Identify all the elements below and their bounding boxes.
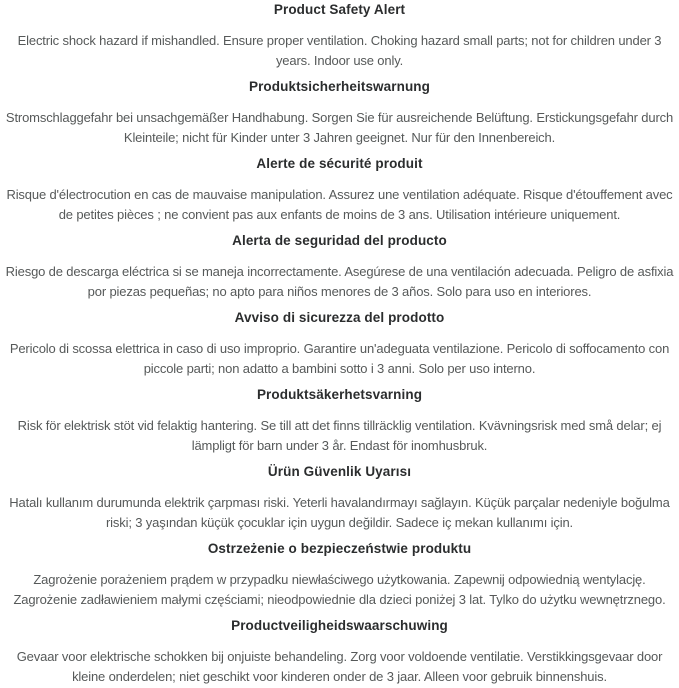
section-heading-french: Alerte de sécurité produit [256,156,423,171]
section-heading-turkish: Ürün Güvenlik Uyarısı [267,464,412,479]
section-heading-swedish: Produktsäkerhetsvarning [256,387,423,402]
safety-section-polish [5,539,674,610]
safety-section-dutch [5,616,674,687]
section-heading-english: Product Safety Alert [273,2,406,17]
section-body-french: Risque d'électrocution en cas de mauvaise manipulation. Assurez une ventilation adéquate. Risque d'étouffement avec de petites pièces ; ne convient pas aux enfants de moins de 3 ans. Utilisation intérieure uniquement. [6,187,673,222]
section-heading-spanish: Alerta de seguridad del producto [232,233,447,248]
safety-section-italian [5,308,674,379]
safety-section-french [5,154,674,225]
section-body-dutch: Gevaar voor elektrische schokken bij onjuiste behandeling. Zorg voor voldoende ventilatie. Verstikkingsgevaar door kleine onderdelen; niet geschikt voor kinderen onder de 3 jaar. Alleen voor gebruik binnenshuis. [16,649,663,684]
section-body-spanish: Riesgo de descarga eléctrica si se maneja incorrectamente. Asegúrese de una ventilación adecuada. Peligro de asfixia por piezas pequeñas; no apto para niños menores de 3 años. Solo para uso en interiores. [5,264,674,299]
section-body-german: Stromschlaggefahr bei unsachgemäßer Handhabung. Sorgen Sie für ausreichende Belüftung. Erstickungsgefahr durch Kleinteile; nicht für Kinder unter 3 Jahren geeignet. Nur für den Innenbereich. [5,110,674,145]
section-body-english: Electric shock hazard if mishandled. Ensure proper ventilation. Choking hazard small parts; not for children under 3 years. Indoor use only. [17,33,662,68]
section-heading-german: Produktsicherheitswarnung [248,79,431,94]
section-heading-italian: Avviso di sicurezza del prodotto [234,310,445,325]
safety-section-german [5,77,674,148]
section-body-polish: Zagrożenie porażeniem prądem w przypadku niewłaściwego użytkowania. Zapewnij odpowiednią wentylację. Zagrożenie zadławieniem małymi częściami; nieodpowiednie dla dzieci poniżej 3 lat. Tylko do użytku wewnętrznego. [13,572,666,607]
safety-section-turkish [5,462,674,533]
safety-section-swedish [5,385,674,456]
section-body-swedish: Risk för elektrisk stöt vid felaktig hantering. Se till att det finns tillräcklig ventilation. Kvävningsrisk med små delar; ej lämpligt för barn under 3 år. Endast för inomhusbruk. [17,418,662,453]
section-heading-dutch: Productveiligheidswaarschuwing [231,618,448,633]
section-body-turkish: Hatalı kullanım durumunda elektrik çarpması riski. Yeterli havalandırmayı sağlayın. Küçük parçalar nedeniyle boğulma riski; 3 yaşından küçük çocuklar için uygun değildir. Sadece iç mekan kullanımı için. [9,495,670,530]
section-heading-polish: Ostrzeżenie o bezpieczeństwie produktu [207,541,472,556]
section-body-italian: Pericolo di scossa elettrica in caso di uso improprio. Garantire un'adeguata ventilazione. Pericolo di soffocamento con piccole parti; non adatto a bambini sotto i 3 anni. Solo per uso interno. [9,341,670,376]
safety-section-spanish [5,231,674,302]
safety-section-english [5,0,674,71]
